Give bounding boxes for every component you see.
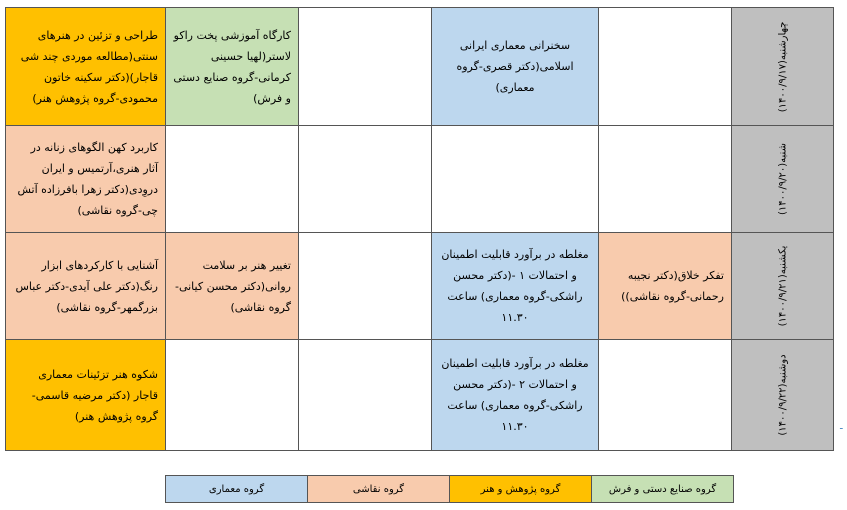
session-text	[299, 175, 431, 183]
session-text: کارگاه آموزشی پخت راکو لاستر(لهیا حسینی کرمانی-گروه صنایع دستی و فرش)	[173, 28, 291, 105]
session-text: تغییر هنر بر سلامت روانی(دکتر محسن کیانی-گروه نقاشی)	[174, 258, 291, 314]
empty-cell	[166, 126, 299, 233]
empty-cell	[432, 126, 599, 233]
session-text	[299, 282, 431, 290]
schedule-row	[6, 340, 834, 451]
session-text	[166, 175, 298, 183]
session-text	[299, 391, 431, 399]
empty-cell	[299, 8, 432, 126]
session-cell	[599, 233, 732, 340]
session-cell	[6, 233, 166, 340]
schedule-table	[5, 7, 834, 451]
session-cell	[432, 233, 599, 340]
schedule-row	[6, 233, 834, 340]
session-cell	[432, 8, 599, 126]
session-text	[432, 175, 598, 183]
empty-cell	[299, 233, 432, 340]
schedule-body	[6, 8, 834, 451]
empty-cell	[599, 126, 732, 233]
empty-cell	[599, 340, 732, 451]
date-cell	[732, 8, 834, 126]
session-cell	[6, 340, 166, 451]
session-text: آشنایی با کارکردهای ابزار رنگ(دکتر علی آیدی-دکتر عباس بزرگمهر-گروه نقاشی)	[15, 258, 158, 314]
empty-cell	[299, 340, 432, 451]
session-text	[166, 391, 298, 399]
date-cell	[732, 126, 834, 233]
date-cell	[732, 233, 834, 340]
session-text: سخنرانی معماری ایرانی اسلامی(دکتر قصری-گروه معماری)	[456, 39, 574, 94]
date-label: چهارشنبه(۱۴۰۰/۹/۱۷)	[777, 21, 788, 112]
session-cell	[166, 233, 299, 340]
date-label: دوشنبه(۱۴۰۰/۹/۲۲)	[777, 354, 788, 436]
session-text	[599, 175, 731, 183]
session-text	[299, 63, 431, 71]
legend-item: گروه معماری	[166, 476, 308, 503]
session-text: تفکر خلاق(دکتر نجیبه رحمانی-گروه نقاشی))	[621, 269, 724, 303]
session-text	[599, 391, 731, 399]
session-text: کاربرد کهن الگوهای زنانه در آثار هنری،آرتمیس و ایران دروِدی(دکتر زهرا بافرزاده آتش چی-گروه نقاشی)	[17, 141, 158, 217]
date-cell	[732, 340, 834, 451]
session-cell	[6, 126, 166, 233]
legend-item: گروه نقاشی	[308, 476, 450, 503]
session-text: مغلطه در برآورد قابلیت اطمینان و احتمالات ۱ -(دکتر محسن راشکی-گروه معماری) ساعت ۱۱.۳۰	[441, 248, 589, 324]
legend-item: گروه صنایع دستی و فرش	[592, 476, 734, 503]
legend-table	[165, 475, 734, 503]
session-cell	[166, 8, 299, 126]
session-text	[599, 63, 731, 71]
empty-cell	[599, 8, 732, 126]
schedule-row	[6, 8, 834, 126]
legend-row	[166, 476, 734, 503]
session-cell	[432, 340, 599, 451]
empty-cell	[299, 126, 432, 233]
session-text: مغلطه در برآورد قابلیت اطمینان و احتمالات ۲ -(دکتر محسن راشکی-گروه معماری) ساعت ۱۱.۳۰	[441, 357, 589, 433]
date-label: شنبه(۱۴۰۰/۹/۲۰)	[777, 143, 788, 215]
session-text: طراحی و تزئین در هنرهای سنتی(مطالعه موردی چند شی قاجار)(دکتر سکینه خاتون محمودی-گروه پژوهش هنر)	[20, 28, 158, 105]
schedule-row	[6, 126, 834, 233]
side-marker-icon: ـ	[840, 422, 843, 432]
empty-cell	[166, 340, 299, 451]
legend-item: گروه پژوهش و هنر	[450, 476, 592, 503]
session-cell	[6, 8, 166, 126]
date-label: یکشنبه(۱۴۰۰/۹/۲۱)	[777, 245, 788, 327]
session-text: شکوه هنر تزئینات معماری قاجار (دکتر مرضیه قاسمی-گروه پژوهش هنر)	[31, 367, 158, 423]
